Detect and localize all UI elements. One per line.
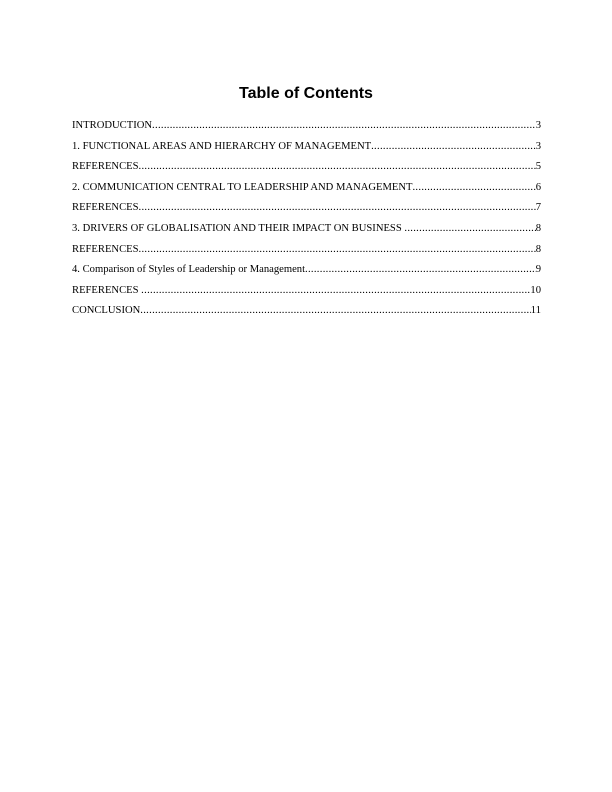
dot-leader xyxy=(305,260,536,281)
toc-page-number: 10 xyxy=(530,284,541,296)
toc-entry-introduction[interactable] xyxy=(72,116,541,137)
toc-entry-globalisation[interactable] xyxy=(72,219,541,240)
toc-page-number: 11 xyxy=(530,305,541,317)
dot-leader xyxy=(371,137,536,158)
dot-leader xyxy=(139,198,536,219)
toc-page-number: 7 xyxy=(535,202,541,214)
toc-entry-title: 4. Comparison of Styles of Leadership or Management xyxy=(72,264,306,276)
toc-entry-functional-areas[interactable] xyxy=(72,137,541,158)
toc-page-number: 8 xyxy=(535,222,541,234)
toc-page-number: 3 xyxy=(535,120,541,131)
toc-entry-title: REFERENCES xyxy=(72,243,139,255)
toc-entry-title: REFERENCES xyxy=(72,161,139,173)
toc-entry-comparison-styles[interactable] xyxy=(72,260,541,281)
toc-entry-title: INTRODUCTION xyxy=(72,120,153,131)
dot-leader xyxy=(404,219,535,240)
dot-leader xyxy=(412,178,535,199)
toc-title: Table of Contents xyxy=(239,85,373,102)
toc-entry-title: REFERENCES xyxy=(72,284,142,296)
toc-entry-references-1[interactable] xyxy=(72,157,541,178)
dot-leader xyxy=(152,116,536,137)
toc-entry-title: REFERENCES xyxy=(72,202,139,214)
toc-entry-references-2[interactable] xyxy=(72,198,541,219)
toc-entry-title: 3. DRIVERS OF GLOBALISATION AND THEIR IMPACT ON BUSINESS xyxy=(72,222,405,234)
dot-leader xyxy=(141,281,530,302)
toc-page-number: 3 xyxy=(535,140,541,152)
toc-page-number: 9 xyxy=(535,264,541,276)
dot-leader xyxy=(140,301,531,322)
dot-leader xyxy=(139,157,536,178)
toc-entry-title: 2. COMMUNICATION CENTRAL TO LEADERSHIP AND MANAGEMENT xyxy=(72,181,413,193)
toc-entry-title: CONCLUSION xyxy=(72,305,141,317)
toc-entry-title: 1. FUNCTIONAL AREAS AND HIERARCHY OF MANAGEMENT xyxy=(72,140,372,152)
toc-page-number: 8 xyxy=(535,243,541,255)
toc-entry-references-4[interactable] xyxy=(72,281,541,302)
toc-page-number: 6 xyxy=(535,181,541,193)
dot-leader xyxy=(139,240,536,261)
table-of-contents xyxy=(72,116,541,322)
toc-page-number: 5 xyxy=(535,161,541,173)
toc-entry-communication[interactable] xyxy=(72,178,541,199)
toc-entry-references-3[interactable] xyxy=(72,240,541,261)
toc-entry-conclusion[interactable] xyxy=(72,301,541,322)
